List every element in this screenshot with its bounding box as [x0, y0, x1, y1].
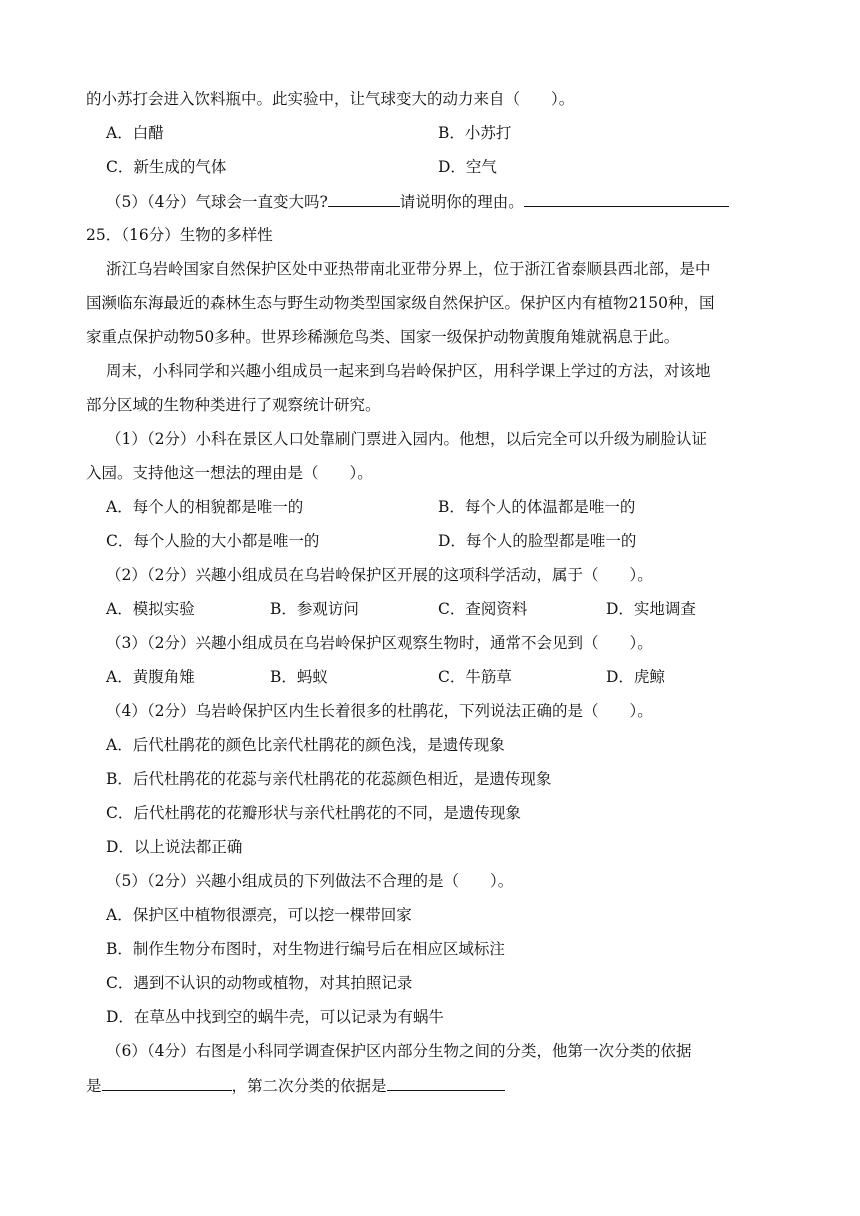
q25-2-option-d: D．实地调查 — [606, 600, 696, 618]
answer-blank[interactable] — [102, 1074, 232, 1091]
q25-6-line1: （6）（4分）右图是小科同学调查保护区内部分生物之间的分类，他第一次分类的依据 — [106, 1042, 692, 1060]
q24-4-option-d: D．空气 — [438, 158, 497, 176]
answer-blank[interactable] — [328, 190, 400, 207]
q25-6-line2 — [86, 1074, 505, 1097]
q25-5-option-c: C．遇到不认识的动物或植物，对其拍照记录 — [106, 974, 413, 992]
q25-3-question: （3）（2分）兴趣小组成员在乌岩岭保护区观察生物时，通常不会见到（ ）。 — [106, 634, 653, 652]
q25-para2-line2: 部分区域的生物种类进行了观察统计研究。 — [86, 396, 381, 414]
q25-para1-line1: 浙江乌岩岭国家自然保护区处中亚热带南北亚带分界上，位于浙江省泰顺县西北部，是中 — [106, 260, 711, 278]
q25-4-option-b: B．后代杜鹃花的花蕊与亲代杜鹃花的花蕊颜色相近，是遗传现象 — [106, 770, 552, 788]
q25-5-option-d: D．在草丛中找到空的蜗牛壳，可以记录为有蜗牛 — [106, 1008, 444, 1026]
q24-4-option-b: B．小苏打 — [438, 124, 512, 142]
q25-6-prefix: 是 — [86, 1077, 102, 1095]
q25-2-option-b: B．参观访问 — [270, 600, 359, 618]
q25-1-option-c: C．每个人脸的大小都是唯一的 — [106, 532, 320, 550]
q24-stem-continuation: 的小苏打会进入饮料瓶中。此实验中，让气球变大的动力来自（ ）。 — [86, 90, 575, 108]
q24-5-prefix: （5）（4分）气球会一直变大吗? — [106, 193, 328, 211]
q25-4-option-a: A．后代杜鹃花的颜色比亲代杜鹃花的颜色浅，是遗传现象 — [106, 736, 505, 754]
q25-1-line2: 入园。支持他这一想法的理由是（ ）。 — [86, 464, 373, 482]
q25-3-option-d: D．虎鲸 — [606, 668, 665, 686]
q25-5-option-a: A．保护区中植物很漂亮，可以挖一棵带回家 — [106, 906, 412, 924]
q25-4-option-d: D．以上说法都正确 — [106, 838, 243, 856]
q25-6-mid: ，第二次分类的依据是 — [231, 1077, 387, 1095]
q25-2-option-a: A．模拟实验 — [106, 600, 195, 618]
q25-4-question: （4）（2分）乌岩岭保护区内生长着很多的杜鹃花，下列说法正确的是（ ）。 — [106, 702, 653, 720]
q25-5-option-b: B．制作生物分布图时，对生物进行编号后在相应区域标注 — [106, 940, 505, 958]
q25-para1-line2: 国濒临东海最近的森林生态与野生动物类型国家级自然保护区。保护区内有植物2150种，国 — [86, 294, 715, 312]
q25-3-option-c: C．牛筋草 — [438, 668, 512, 686]
q25-4-option-c: C．后代杜鹃花的花瓣形状与亲代杜鹃花的不同，是遗传现象 — [106, 804, 521, 822]
q25-2-question: （2）（2分）兴趣小组成员在乌岩岭保护区开展的这项科学活动，属于（ ）。 — [106, 566, 653, 584]
q24-4-option-c: C．新生成的气体 — [106, 158, 227, 176]
q25-para2-line1: 周末，小科同学和兴趣小组成员一起来到乌岩岭保护区，用科学课上学过的方法，对该地 — [106, 362, 711, 380]
answer-blank[interactable] — [387, 1074, 505, 1091]
q25-2-option-c: C．查阅资料 — [438, 600, 528, 618]
q25-1-option-d: D．每个人的脸型都是唯一的 — [438, 532, 637, 550]
q25-1-option-a: A．每个人的相貌都是唯一的 — [106, 498, 304, 516]
q25-para1-line3: 家重点保护动物50多种。世界珍稀濒危鸟类、国家一级保护动物黄腹角雉就祸息于此。 — [86, 328, 680, 346]
q24-5-question — [106, 190, 729, 213]
q24-5-mid: 请说明你的理由。 — [399, 193, 524, 211]
q25-3-option-a: A．黄腹角雉 — [106, 668, 195, 686]
q25-5-question: （5）（2分）兴趣小组成员的下列做法不合理的是（ ）。 — [106, 872, 514, 890]
answer-blank[interactable] — [524, 190, 729, 207]
q24-4-option-a: A．白醋 — [106, 124, 164, 142]
q25-title: 25．（16分）生物的多样性 — [86, 226, 273, 244]
q25-3-option-b: B．蚂蚁 — [270, 668, 328, 686]
q25-1-option-b: B．每个人的体温都是唯一的 — [438, 498, 636, 516]
q25-1-line1: （1）（2分）小科在景区人口处靠刷门票进入园内。他想，以后完全可以升级为刷脸认证 — [106, 430, 707, 448]
